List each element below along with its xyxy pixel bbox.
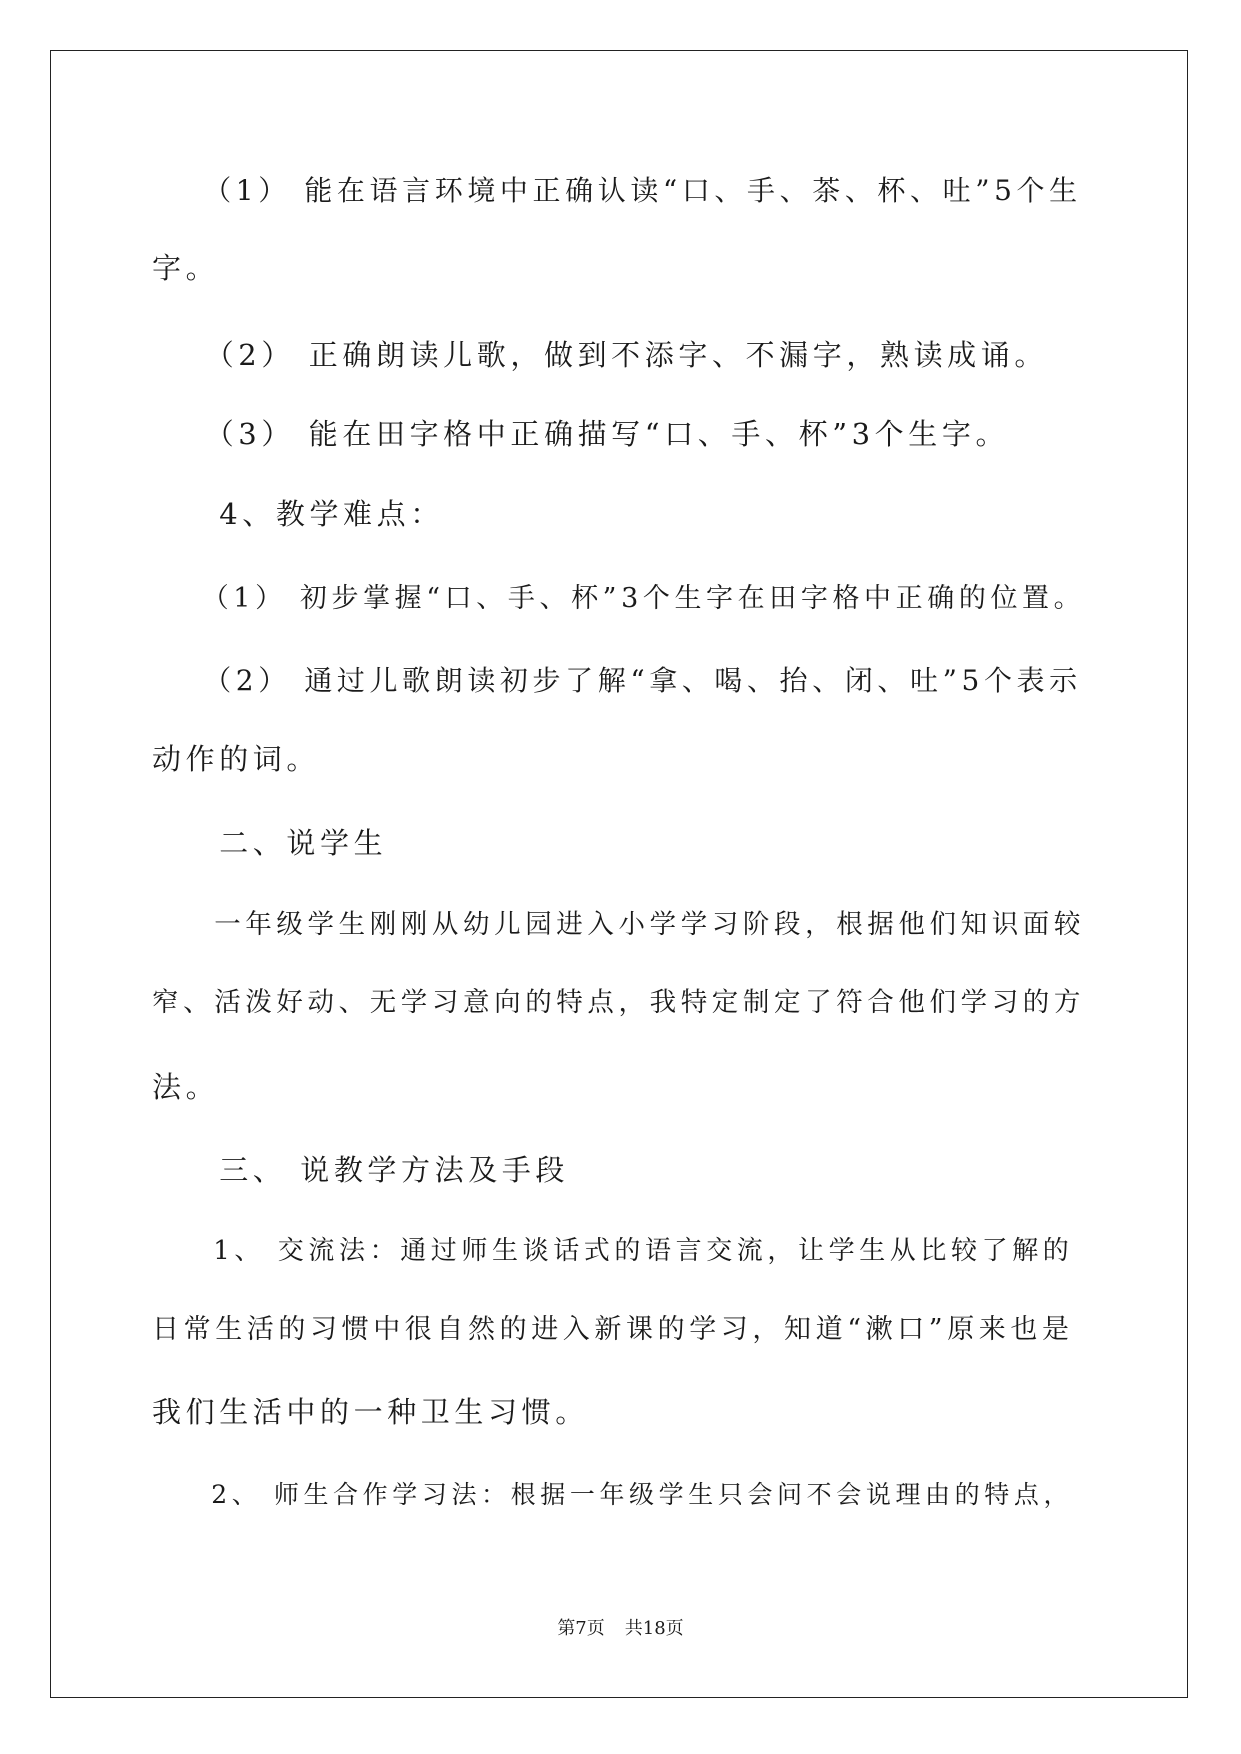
text-line: 2、 师生合作学习法：根据一年级学生只会问不会说理由的特点， — [152, 1480, 1074, 1509]
text-line: （2） 通过儿歌朗读初步了解“拿、喝、抬、闭、吐”5个表示 — [152, 664, 1082, 697]
text-line: 4、教学难点： — [152, 497, 444, 531]
text-line: 1、 交流法：通过师生谈话式的语言交流，让学生从比较了解的 — [152, 1236, 1074, 1266]
text-line: 法。 — [152, 1070, 220, 1104]
text-line: 日常生活的习惯中很自然的进入新课的学习，知道“漱口”原来也是 — [152, 1314, 1074, 1345]
text-line: （1） 能在语言环境中正确认读“口、手、茶、杯、吐”5个生 — [152, 174, 1082, 207]
page-number: 第7页 — [557, 1618, 605, 1639]
text-line: （3） 能在田字格中正确描写“口、手、杯”3个生字。 — [152, 417, 1010, 451]
text-line: 一年级学生刚刚从幼儿园进入小学学习阶段，根据他们知识面较 — [152, 909, 1085, 940]
text-line: 窄、活泼好动、无学习意向的特点，我特定制定了符合他们学习的方 — [152, 987, 1085, 1018]
text-line: （2） 正确朗读儿歌，做到不添字、不漏字，熟读成诵。 — [152, 338, 1048, 372]
text-line: 字。 — [152, 251, 220, 285]
text-line: 我们生活中的一种卫生习惯。 — [152, 1395, 589, 1429]
section-heading: 二、说学生 — [152, 826, 388, 860]
section-heading: 三、 说教学方法及手段 — [152, 1153, 570, 1187]
text-line: 动作的词。 — [152, 742, 321, 776]
page-total: 共18页 — [624, 1618, 684, 1639]
page-border — [50, 50, 1188, 1698]
page-footer — [0, 1620, 1241, 1638]
text-line: （1） 初步掌握“口、手、杯”3个生字在田字格中正确的位置。 — [152, 583, 1086, 614]
